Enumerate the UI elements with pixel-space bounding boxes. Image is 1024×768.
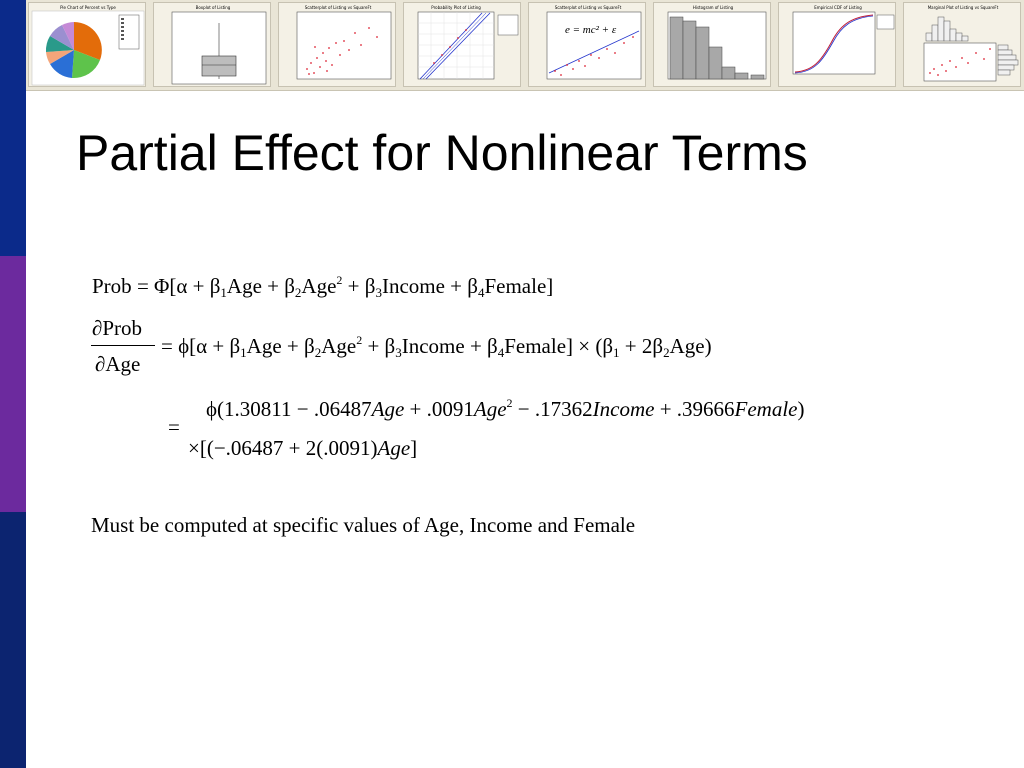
eq3-text: ): [797, 397, 805, 421]
thumbnail-strip: [26, 0, 1024, 91]
eq2-text: = ϕ[α + β: [161, 334, 241, 358]
eq2-denominator: ∂Age: [95, 352, 141, 376]
eq2-fraction-bar: [91, 345, 155, 346]
boxplot-thumbnail: [153, 2, 271, 87]
cdf-plot-thumbnail: [778, 2, 896, 87]
eq3-variable: Age: [473, 397, 507, 421]
left-color-bar: [0, 0, 26, 768]
thumb-equation: e = mc² + ε: [565, 24, 617, 36]
equation-probit-model: [92, 273, 553, 301]
histogram-thumbnail: [653, 2, 771, 87]
eq3-variable: Age: [377, 436, 411, 460]
eq3-variable: Income: [592, 397, 655, 421]
eq1-lhs: Prob: [92, 274, 132, 298]
marginal-plot-thumbnail: [903, 2, 1021, 87]
eq2-text: + β: [362, 334, 396, 358]
thumb-caption: Probability Plot of Listing: [431, 5, 481, 10]
thumb-caption: Scatterplot of Listing vs SquareFt: [304, 5, 372, 10]
eq2-text: Female] × (β: [504, 334, 614, 358]
eq2-sub: 2: [663, 345, 670, 360]
eq2-sub: 2: [314, 345, 322, 360]
eq3-sup: 2: [506, 396, 513, 410]
eq2-sub: 1: [240, 345, 247, 360]
eq2-text: + 2β: [619, 334, 664, 358]
eq1-text: Age + β: [226, 274, 295, 298]
equation-estimated-line-2: [188, 436, 417, 461]
eq1-text: + β: [342, 274, 376, 298]
eq1-text: Income + β: [381, 274, 478, 298]
eq3-text: − .17362: [512, 397, 593, 421]
left-bar-purple-segment: [0, 256, 26, 512]
eq2-numerator: ∂Prob: [92, 316, 143, 340]
eq2-text: Age + β: [246, 334, 315, 358]
eq3-text: + .0091: [404, 397, 474, 421]
thumb-caption: Histogram of Listing: [692, 5, 734, 10]
eq2-sub: 3: [395, 345, 402, 360]
eq2-sub: 4: [497, 345, 505, 360]
eq3-text: ]: [410, 436, 418, 460]
eq2-text: Income + β: [401, 334, 498, 358]
eq2-sub: 1: [613, 345, 620, 360]
thumb-caption: Pie Chart of Percent vs Type: [60, 5, 116, 10]
eq1-sup: 2: [336, 273, 343, 287]
left-bar-navy-segment: [0, 512, 26, 768]
equation-estimated-line-1: [206, 396, 805, 422]
eq3-text: + .39666: [654, 397, 735, 421]
regression-plot-thumbnail: [528, 2, 646, 87]
thumb-caption: Boxplot of Listing: [195, 5, 231, 10]
thumb-caption: Empirical CDF of Listing: [814, 5, 862, 10]
eq1-sub: 2: [294, 285, 302, 300]
evaluation-note: Must be computed at specific values of Age, Income and Female: [91, 513, 636, 537]
eq3-variable: Age: [371, 397, 405, 421]
eq3-variable: Female: [734, 397, 798, 421]
eq1-text: Female]: [484, 274, 554, 298]
eq2-text: Age): [669, 334, 712, 358]
slide-title: Partial Effect for Nonlinear Terms: [76, 125, 808, 181]
eq1-sub: 3: [375, 285, 382, 300]
eq3-equals: =: [168, 415, 180, 439]
eq1-text: Age: [301, 274, 337, 298]
eq2-text: Age: [321, 334, 357, 358]
thumb-caption: Scatterplot of Listing vs SquareFt: [554, 5, 622, 10]
eq3-text: ×[(−.06487 + 2(.0091): [188, 436, 378, 460]
left-bar-blue-segment: [0, 0, 26, 256]
eq3-text: ϕ(1.30811 − .06487: [206, 397, 372, 421]
eq1-equals: =: [136, 274, 149, 298]
equation-partial-derivative: [161, 333, 712, 361]
pie-chart-thumbnail: [28, 2, 146, 87]
probability-plot-thumbnail: [403, 2, 521, 87]
eq2-sup: 2: [356, 333, 363, 347]
eq1-sub: 4: [477, 285, 485, 300]
eq1-text: Φ[α + β: [154, 274, 221, 298]
thumb-caption: Marginal Plot of Listing vs SquareFt: [927, 5, 999, 10]
scatterplot-thumbnail: [278, 2, 396, 87]
eq1-sub: 1: [220, 285, 227, 300]
